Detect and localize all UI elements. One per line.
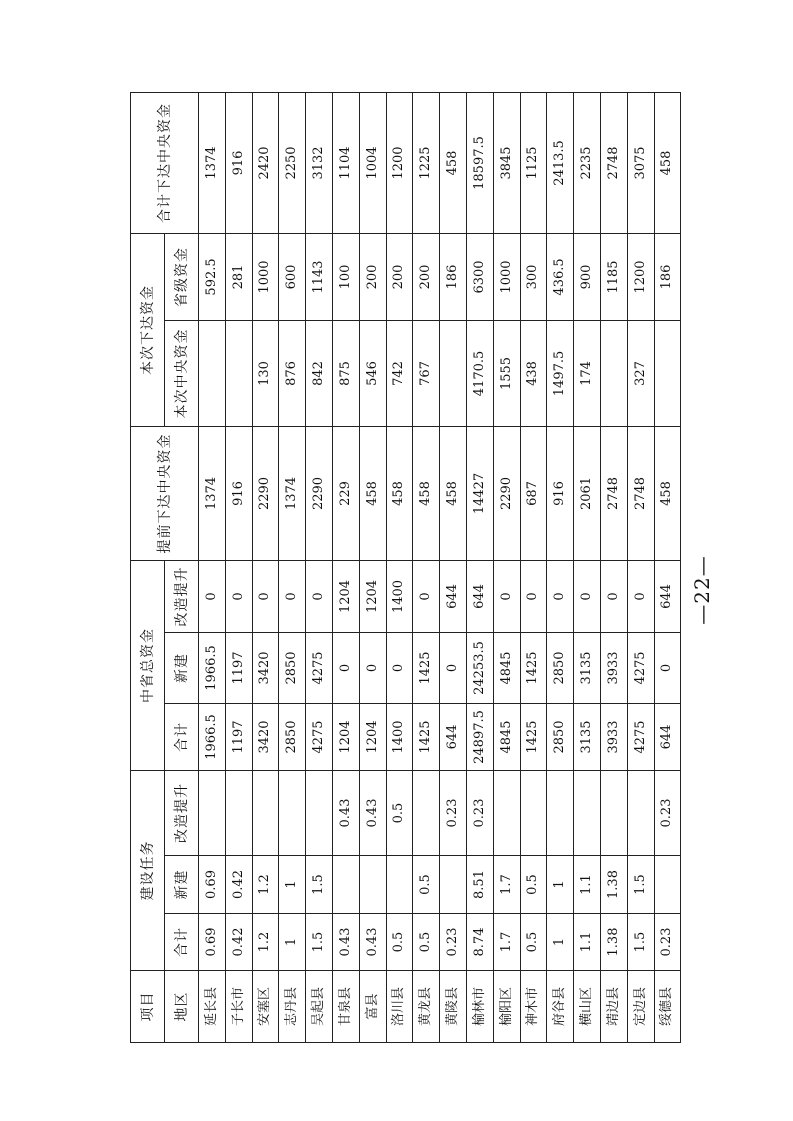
- cell-task-upgrade: [306, 770, 333, 855]
- header-total-central: 合计下达中央资金: [131, 92, 199, 233]
- cell-current-central: 876: [279, 320, 306, 426]
- cell-task-new: 1.7: [493, 856, 520, 914]
- cell-region: 延长县: [199, 971, 226, 1043]
- header-region: 地区: [165, 971, 199, 1043]
- cell-total-central: 2235: [574, 92, 601, 233]
- page-number-text: —22—: [690, 555, 714, 625]
- cell-fund-new: 1197: [225, 632, 252, 703]
- cell-early-central: 916: [225, 426, 252, 560]
- cell-current-central: 174: [574, 320, 601, 426]
- cell-task-upgrade: 0.43: [359, 770, 386, 855]
- cell-current-central: 767: [413, 320, 440, 426]
- table-row: [574, 92, 601, 1042]
- cell-task-new: 8.51: [466, 856, 493, 914]
- cell-task-new: [359, 856, 386, 914]
- cell-region: 吴起县: [306, 971, 333, 1043]
- cell-early-central: 458: [440, 426, 467, 560]
- table-row: [466, 92, 493, 1042]
- cell-task-new: 1.38: [600, 856, 627, 914]
- header-task-upgrade: 改造提升: [165, 770, 199, 855]
- cell-task-total: 0.43: [359, 914, 386, 971]
- cell-task-total: 0.5: [520, 914, 547, 971]
- cell-fund-total: 24897.5: [466, 703, 493, 770]
- cell-provincial: 281: [225, 233, 252, 320]
- cell-fund-total: 1425: [520, 703, 547, 770]
- cell-region: 定边县: [627, 971, 654, 1043]
- cell-fund-total: 644: [440, 703, 467, 770]
- cell-fund-upgrade: 0: [279, 560, 306, 632]
- cell-fund-new: 3135: [574, 632, 601, 703]
- cell-task-total: 1.5: [627, 914, 654, 971]
- cell-task-new: 1.1: [574, 856, 601, 914]
- cell-task-new: 1: [279, 856, 306, 914]
- header-task-total: 合计: [165, 914, 199, 971]
- cell-fund-new: 0: [359, 632, 386, 703]
- cell-fund-new: 1425: [413, 632, 440, 703]
- cell-fund-total: 4275: [306, 703, 333, 770]
- cell-task-new: 0.5: [413, 856, 440, 914]
- cell-fund-upgrade: 0: [574, 560, 601, 632]
- cell-task-upgrade: 0.43: [332, 770, 359, 855]
- cell-current-central: 4170.5: [466, 320, 493, 426]
- cell-task-upgrade: 0.23: [440, 770, 467, 855]
- cell-task-upgrade: 0.23: [654, 770, 681, 855]
- cell-fund-upgrade: 644: [440, 560, 467, 632]
- cell-region: 横山区: [574, 971, 601, 1043]
- cell-region: 靖边县: [600, 971, 627, 1043]
- cell-early-central: 687: [520, 426, 547, 560]
- cell-fund-total: 1425: [413, 703, 440, 770]
- cell-task-total: 1: [279, 914, 306, 971]
- table-row: [440, 92, 467, 1042]
- table-row: [279, 92, 306, 1042]
- cell-fund-new: 0: [386, 632, 413, 703]
- header-current-group: 本次下达资金: [131, 233, 165, 426]
- cell-provincial: 300: [520, 233, 547, 320]
- cell-fund-upgrade: 0: [520, 560, 547, 632]
- cell-provincial: 1000: [252, 233, 279, 320]
- cell-provincial: 1143: [306, 233, 333, 320]
- cell-task-upgrade: [225, 770, 252, 855]
- cell-region: 榆阳区: [493, 971, 520, 1043]
- rotated-table-container: [130, 93, 680, 1043]
- table-row: [199, 92, 226, 1042]
- cell-total-central: 2748: [600, 92, 627, 233]
- cell-task-total: 1.5: [306, 914, 333, 971]
- cell-provincial: 436.5: [547, 233, 574, 320]
- table-row: [332, 92, 359, 1042]
- cell-provincial: 900: [574, 233, 601, 320]
- cell-total-central: 1125: [520, 92, 547, 233]
- cell-current-central: [440, 320, 467, 426]
- cell-total-central: 2420: [252, 92, 279, 233]
- cell-task-total: 1.1: [574, 914, 601, 971]
- cell-fund-new: 4845: [493, 632, 520, 703]
- cell-region: 黄陵县: [440, 971, 467, 1043]
- header-item: 项目: [131, 971, 165, 1043]
- cell-region: 富县: [359, 971, 386, 1043]
- cell-early-central: 458: [386, 426, 413, 560]
- cell-early-central: 458: [359, 426, 386, 560]
- cell-task-new: 0.69: [199, 856, 226, 914]
- cell-fund-total: 1197: [225, 703, 252, 770]
- table-row: [252, 92, 279, 1042]
- cell-total-central: 1225: [413, 92, 440, 233]
- cell-fund-upgrade: 644: [466, 560, 493, 632]
- cell-task-upgrade: [252, 770, 279, 855]
- cell-provincial: 592.5: [199, 233, 226, 320]
- cell-task-new: [386, 856, 413, 914]
- cell-provincial: 1200: [627, 233, 654, 320]
- cell-task-total: 1.7: [493, 914, 520, 971]
- cell-region: 洛川县: [386, 971, 413, 1043]
- cell-region: 甘泉县: [332, 971, 359, 1043]
- cell-fund-upgrade: 1204: [332, 560, 359, 632]
- cell-total-central: 3075: [627, 92, 654, 233]
- header-row-2: [165, 92, 199, 1042]
- cell-early-central: 2748: [627, 426, 654, 560]
- cell-task-total: 0.69: [199, 914, 226, 971]
- cell-task-total: 0.23: [654, 914, 681, 971]
- cell-task-new: 0.5: [520, 856, 547, 914]
- cell-total-central: 3845: [493, 92, 520, 233]
- cell-fund-upgrade: 644: [654, 560, 681, 632]
- cell-total-central: 1374: [199, 92, 226, 233]
- table-row: [225, 92, 252, 1042]
- cell-provincial: 1185: [600, 233, 627, 320]
- cell-fund-new: 2850: [279, 632, 306, 703]
- table-row: [306, 92, 333, 1042]
- cell-task-new: 1.2: [252, 856, 279, 914]
- cell-provincial: 6300: [466, 233, 493, 320]
- cell-fund-new: 1425: [520, 632, 547, 703]
- cell-current-central: 438: [520, 320, 547, 426]
- cell-fund-total: 1204: [332, 703, 359, 770]
- cell-early-central: 2290: [493, 426, 520, 560]
- cell-early-central: 1374: [199, 426, 226, 560]
- table-row: [627, 92, 654, 1042]
- cell-early-central: 1374: [279, 426, 306, 560]
- cell-task-total: 1: [547, 914, 574, 971]
- cell-current-central: 546: [359, 320, 386, 426]
- cell-task-upgrade: [520, 770, 547, 855]
- cell-region: 榆林市: [466, 971, 493, 1043]
- cell-task-total: 0.5: [413, 914, 440, 971]
- cell-total-central: 1104: [332, 92, 359, 233]
- cell-task-total: 1.38: [600, 914, 627, 971]
- cell-task-upgrade: [493, 770, 520, 855]
- cell-fund-total: 2850: [279, 703, 306, 770]
- cell-early-central: 458: [654, 426, 681, 560]
- header-fund-group: 中省总资金: [131, 560, 165, 770]
- header-task-group: 建设任务: [131, 770, 165, 970]
- cell-current-central: [600, 320, 627, 426]
- cell-task-upgrade: [574, 770, 601, 855]
- cell-early-central: 229: [332, 426, 359, 560]
- cell-current-central: 130: [252, 320, 279, 426]
- cell-fund-upgrade: 0: [306, 560, 333, 632]
- cell-fund-new: 4275: [627, 632, 654, 703]
- cell-region: 志丹县: [279, 971, 306, 1043]
- cell-provincial: 200: [386, 233, 413, 320]
- cell-fund-new: 3420: [252, 632, 279, 703]
- cell-provincial: 100: [332, 233, 359, 320]
- cell-total-central: 18597.5: [466, 92, 493, 233]
- table-row: [654, 92, 681, 1042]
- cell-fund-total: 3420: [252, 703, 279, 770]
- cell-fund-new: 4275: [306, 632, 333, 703]
- cell-fund-upgrade: 0: [225, 560, 252, 632]
- cell-task-new: 1: [547, 856, 574, 914]
- table-row: [386, 92, 413, 1042]
- cell-current-central: [199, 320, 226, 426]
- cell-fund-new: 3933: [600, 632, 627, 703]
- cell-total-central: 458: [654, 92, 681, 233]
- header-early-central: 提前下达中央资金: [131, 426, 199, 560]
- cell-fund-total: 1400: [386, 703, 413, 770]
- cell-fund-total: 3933: [600, 703, 627, 770]
- cell-fund-total: 3135: [574, 703, 601, 770]
- cell-region: 绥德县: [654, 971, 681, 1043]
- cell-current-central: 327: [627, 320, 654, 426]
- cell-fund-upgrade: 0: [413, 560, 440, 632]
- cell-fund-new: 0: [654, 632, 681, 703]
- cell-total-central: 2250: [279, 92, 306, 233]
- cell-early-central: 14427: [466, 426, 493, 560]
- cell-fund-total: 644: [654, 703, 681, 770]
- cell-current-central: 842: [306, 320, 333, 426]
- cell-current-central: 742: [386, 320, 413, 426]
- cell-region: 子长市: [225, 971, 252, 1043]
- cell-region: 神木市: [520, 971, 547, 1043]
- cell-task-upgrade: [413, 770, 440, 855]
- cell-region: 黄龙县: [413, 971, 440, 1043]
- cell-region: 府谷县: [547, 971, 574, 1043]
- cell-early-central: 2290: [306, 426, 333, 560]
- table-row: [493, 92, 520, 1042]
- header-current-central: 本次中央资金: [165, 320, 199, 426]
- table-row: [520, 92, 547, 1042]
- cell-fund-new: 1966.5: [199, 632, 226, 703]
- cell-early-central: 458: [413, 426, 440, 560]
- header-row-1: [131, 92, 165, 1042]
- cell-task-total: 0.42: [225, 914, 252, 971]
- cell-fund-upgrade: 0: [252, 560, 279, 632]
- funding-table: [130, 92, 681, 1043]
- cell-task-upgrade: [279, 770, 306, 855]
- cell-total-central: 916: [225, 92, 252, 233]
- cell-task-new: 1.5: [627, 856, 654, 914]
- page-number: [688, 545, 716, 635]
- cell-task-new: [654, 856, 681, 914]
- cell-provincial: 600: [279, 233, 306, 320]
- cell-fund-upgrade: 1400: [386, 560, 413, 632]
- cell-fund-upgrade: 0: [627, 560, 654, 632]
- table-row: [359, 92, 386, 1042]
- cell-task-total: 8.74: [466, 914, 493, 971]
- cell-region: 安塞区: [252, 971, 279, 1043]
- cell-task-new: 0.42: [225, 856, 252, 914]
- cell-fund-new: 24253.5: [466, 632, 493, 703]
- cell-fund-upgrade: 1204: [359, 560, 386, 632]
- cell-task-total: 0.5: [386, 914, 413, 971]
- cell-current-central: [654, 320, 681, 426]
- cell-task-upgrade: [600, 770, 627, 855]
- cell-fund-upgrade: 0: [600, 560, 627, 632]
- header-fund-upgrade: 改造提升: [165, 560, 199, 632]
- cell-total-central: 2413.5: [547, 92, 574, 233]
- cell-early-central: 2061: [574, 426, 601, 560]
- cell-task-upgrade: [547, 770, 574, 855]
- cell-current-central: 875: [332, 320, 359, 426]
- cell-total-central: 1200: [386, 92, 413, 233]
- cell-task-total: 0.43: [332, 914, 359, 971]
- cell-task-new: 1.5: [306, 856, 333, 914]
- cell-fund-total: 1204: [359, 703, 386, 770]
- cell-provincial: 200: [359, 233, 386, 320]
- cell-provincial: 1000: [493, 233, 520, 320]
- cell-fund-new: 2850: [547, 632, 574, 703]
- cell-provincial: 186: [440, 233, 467, 320]
- cell-task-upgrade: 0.5: [386, 770, 413, 855]
- cell-task-new: [440, 856, 467, 914]
- cell-fund-new: 0: [440, 632, 467, 703]
- cell-fund-upgrade: 0: [493, 560, 520, 632]
- cell-fund-total: 4275: [627, 703, 654, 770]
- cell-early-central: 2748: [600, 426, 627, 560]
- table-row: [600, 92, 627, 1042]
- cell-early-central: 2290: [252, 426, 279, 560]
- cell-task-total: 0.23: [440, 914, 467, 971]
- header-provincial: 省级资金: [165, 233, 199, 320]
- table-row: [413, 92, 440, 1042]
- cell-task-upgrade: [199, 770, 226, 855]
- cell-current-central: [225, 320, 252, 426]
- cell-early-central: 916: [547, 426, 574, 560]
- cell-fund-total: 4845: [493, 703, 520, 770]
- cell-task-upgrade: [627, 770, 654, 855]
- cell-total-central: 458: [440, 92, 467, 233]
- table-row: [547, 92, 574, 1042]
- cell-fund-upgrade: 0: [199, 560, 226, 632]
- cell-current-central: 1497.5: [547, 320, 574, 426]
- cell-provincial: 186: [654, 233, 681, 320]
- header-task-new: 新建: [165, 856, 199, 914]
- cell-fund-total: 2850: [547, 703, 574, 770]
- cell-fund-upgrade: 0: [547, 560, 574, 632]
- cell-total-central: 1004: [359, 92, 386, 233]
- cell-fund-new: 0: [332, 632, 359, 703]
- cell-provincial: 200: [413, 233, 440, 320]
- cell-current-central: 1555: [493, 320, 520, 426]
- cell-task-new: [332, 856, 359, 914]
- cell-task-total: 1.2: [252, 914, 279, 971]
- cell-task-upgrade: 0.23: [466, 770, 493, 855]
- header-fund-new: 新建: [165, 632, 199, 703]
- header-fund-total: 合计: [165, 703, 199, 770]
- cell-fund-total: 1966.5: [199, 703, 226, 770]
- cell-total-central: 3132: [306, 92, 333, 233]
